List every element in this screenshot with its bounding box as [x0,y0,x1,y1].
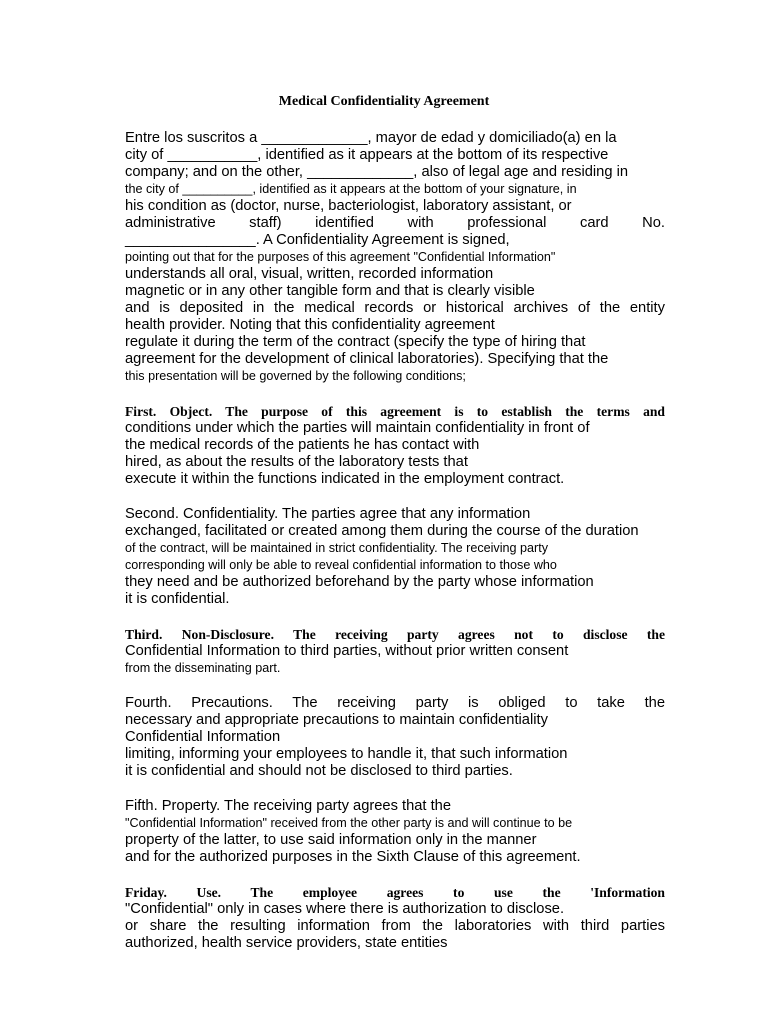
text-line: it is confidential. [125,591,230,607]
text-line: regulate it during the term of the contract (specify the type of hiring that [125,334,586,350]
text-line: the medical records of the patients he has contact with [125,437,480,453]
text-line: it is confidential and should not be disclosed to third parties. [125,763,513,779]
paragraph-third-non-disclosure [125,626,665,677]
text-line: ________________. A Confidentiality Agreement is signed, [125,232,510,248]
text-line: company; and on the other, _____________, also of legal age and residing in [125,164,629,180]
text-line: conditions under which the parties will maintain confidentiality in front of [125,420,590,436]
document-title: Medical Confidentiality Agreement [278,94,490,109]
text-line: property of the latter, to use said information only in the manner [125,832,537,848]
text-line: exchanged, facilitated or created among them during the course of the duration [125,523,639,539]
paragraph-fifth-property [125,798,665,866]
text-line: health provider. Noting that this confidentiality agreement [125,317,495,333]
text-line: Second. Confidentiality. The parties agree that any information [125,506,531,522]
text-line: hired, as about the results of the laboratory tests that [125,454,468,470]
text-line: Friday. Use. The employee agrees to use the 'Information [125,885,665,900]
paragraph-fourth-precautions [125,695,665,780]
text-line: or share the resulting information from the laboratories with third parties [125,918,665,934]
text-line: Confidential Information [125,729,281,745]
paragraph-first-object [125,403,665,488]
text-line: Fourth. Precautions. The receiving party is obliged to take the [125,695,665,711]
paragraph-friday-use [125,884,665,952]
text-line: of the contract, will be maintained in strict confidentiality. The receiving party [125,541,549,555]
paragraph-second-confidentiality [125,506,665,608]
text-line: from the disseminating part. [125,661,281,675]
text-line: and for the authorized purposes in the Sixth Clause of this agreement. [125,849,581,865]
text-line: First. Object. The purpose of this agreement is to establish the terms and [125,404,665,419]
text-line: Fifth. Property. The receiving party agrees that the [125,798,452,814]
text-line: and is deposited in the medical records or historical archives of the entity [125,300,665,316]
text-line: authorized, health service providers, state entities [125,935,448,951]
text-line: understands all oral, visual, written, recorded information [125,266,494,282]
text-line: his condition as (doctor, nurse, bacteriologist, laboratory assistant, or [125,198,572,214]
text-line: they need and be authorized beforehand by the party whose information [125,574,594,590]
text-line: pointing out that for the purposes of this agreement "Confidential Information" [125,250,556,264]
text-line: "Confidential Information" received from the other party is and will continue to be [125,816,573,830]
text-line: city of ___________, identified as it appears at the bottom of its respective [125,147,609,163]
text-line: this presentation will be governed by the following conditions; [125,369,466,383]
paragraph-intro [125,130,665,385]
text-line: necessary and appropriate precautions to maintain confidentiality [125,712,548,728]
text-line: limiting, informing your employees to handle it, that such information [125,746,568,762]
text-line: agreement for the development of clinical laboratories). Specifying that the [125,351,609,367]
text-line: corresponding will only be able to reveal confidential information to those who [125,558,557,572]
text-line: Third. Non-Disclosure. The receiving party agrees not to disclose the [125,627,665,642]
document-body [125,130,665,952]
text-line: execute it within the functions indicated in the employment contract. [125,471,565,487]
text-line: Confidential Information to third parties, without prior written consent [125,643,569,659]
text-line: administrative staff) identified with professional card No. [125,215,665,231]
text-line: magnetic or in any other tangible form and that is clearly visible [125,283,535,299]
text-line: Entre los suscritos a _____________, mayor de edad y domiciliado(a) en la [125,130,617,146]
text-line: the city of __________, identified as it appears at the bottom of your signature, in [125,182,577,196]
text-line: "Confidential" only in cases where there is authorization to disclose. [125,901,565,917]
